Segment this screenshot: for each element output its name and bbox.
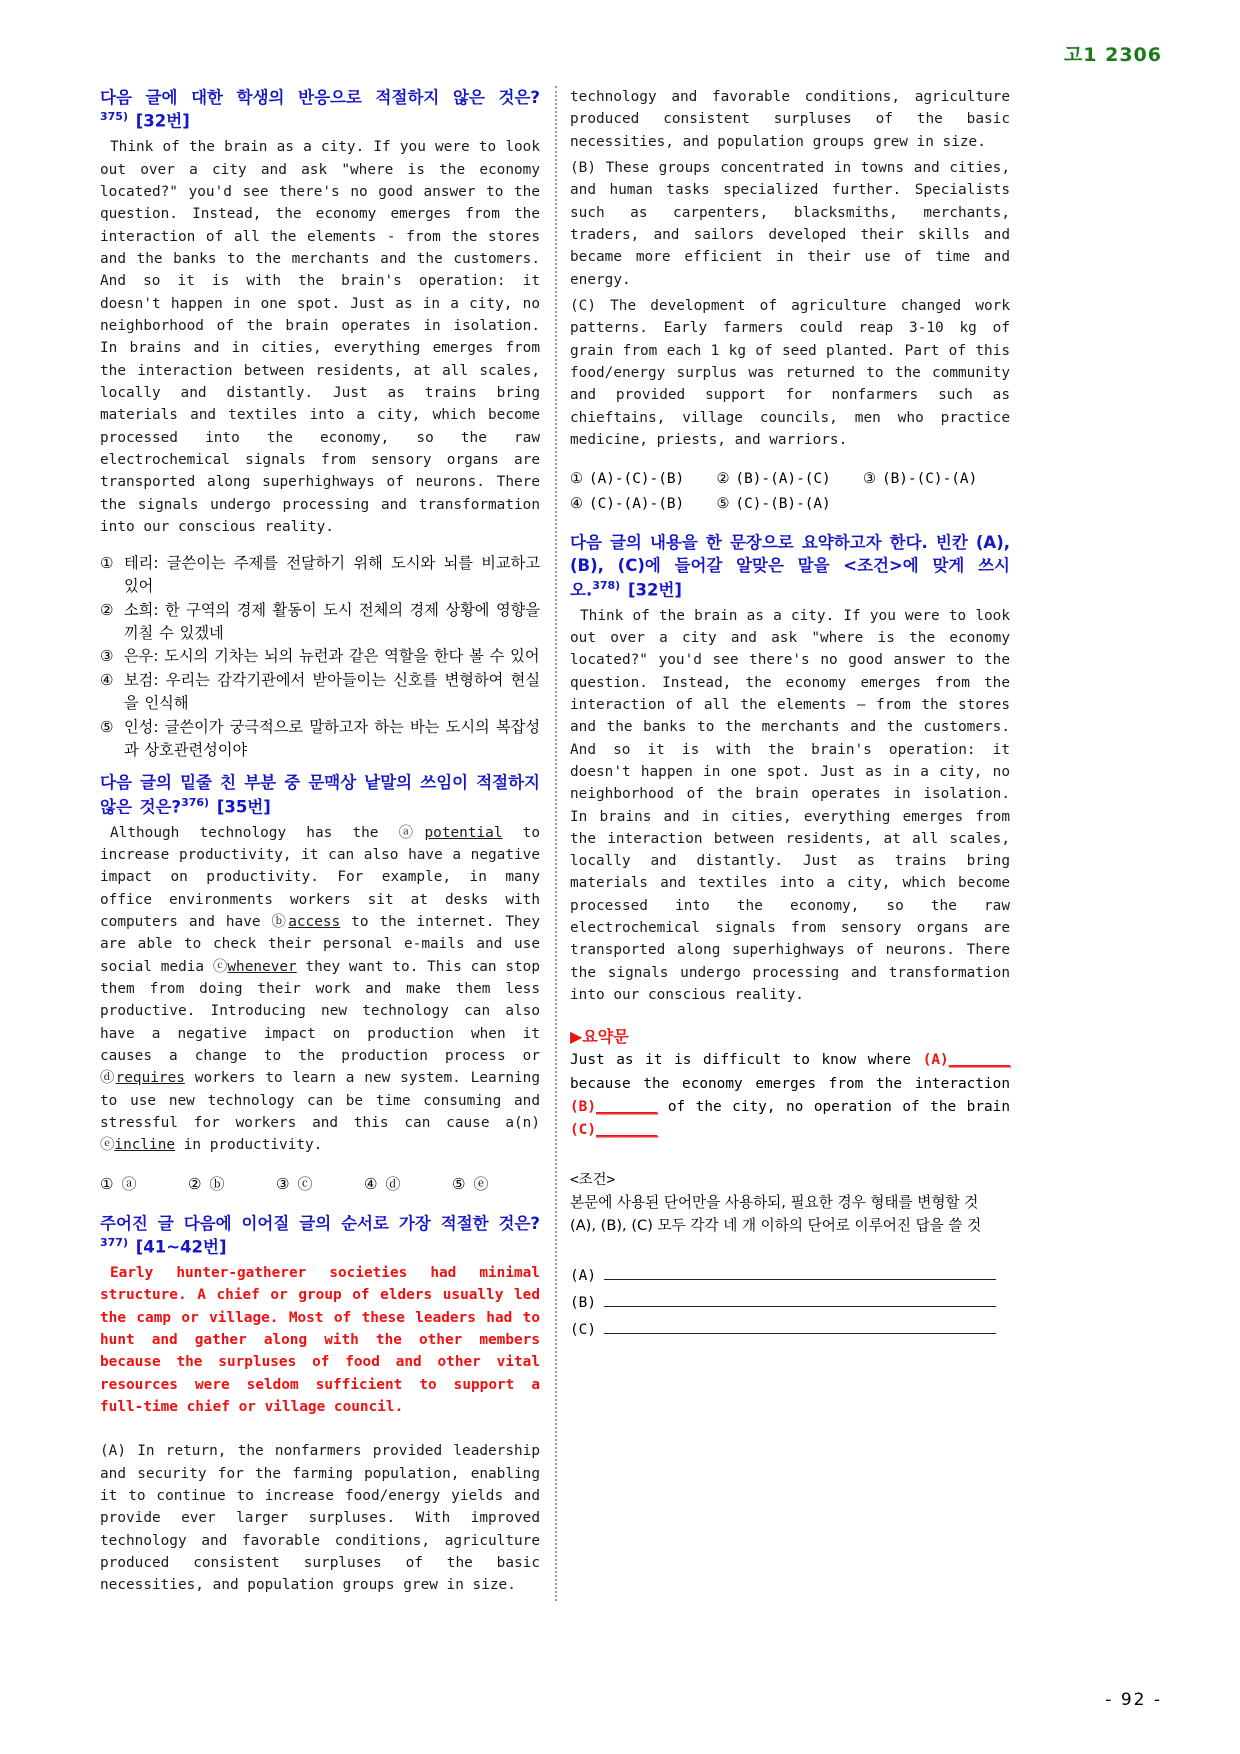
question-377-superscript: 377) <box>100 1236 128 1250</box>
order-sequence: (B)-(A)-(C) <box>735 471 831 488</box>
answer-option[interactable] <box>100 1173 188 1194</box>
question-378-superscript: 378) <box>592 578 621 592</box>
marked-word-d <box>100 1070 185 1086</box>
marked-word-c <box>213 959 297 975</box>
answer-line-rule[interactable] <box>604 1264 996 1280</box>
marked-word-e-text: incline <box>114 1137 176 1154</box>
choice-item[interactable] <box>100 599 540 645</box>
summary-blank-c[interactable]: ________ <box>596 1121 658 1138</box>
page-number-footer: - 92 - <box>1105 1690 1162 1710</box>
marked-word-a-text: potential <box>424 824 503 841</box>
marked-word-d-text: requires <box>115 1070 185 1087</box>
order-number: ③ <box>863 471 876 488</box>
order-sequence: (C)-(A)-(B) <box>588 496 685 513</box>
order-option-empty <box>863 492 1010 517</box>
free-response-answer-block <box>570 1263 1010 1343</box>
question-376-passage <box>100 822 540 1157</box>
column-divider <box>540 86 570 1601</box>
condition-line-1: 본문에 사용된 단어만을 사용하되, 필요한 경우 형태를 변형할 것 <box>570 1193 979 1211</box>
answer-option[interactable] <box>364 1173 452 1194</box>
question-377-segment-c: (C) The development of agriculture changed work patterns. Early farmers could reap 3-10 kg of grain from each 1 kg of seed planted. Part of this food/energy surplus was returned to the community and provided support for nonfarmers such as chieftains, village councils, men who practice medicine, priests, and warriors. <box>570 297 1010 448</box>
marker-e-glyph: ⓔ <box>100 1137 115 1154</box>
order-sequence: (C)-(B)-(A) <box>735 496 831 513</box>
answer-letter: ⓒ <box>297 1174 313 1193</box>
condition-title: <조건> <box>570 1171 616 1188</box>
answer-row <box>570 467 1010 492</box>
choice-item[interactable] <box>100 552 540 598</box>
answer-line-rule[interactable] <box>604 1318 996 1334</box>
summary-section-title: ▶요약문 <box>570 1027 629 1047</box>
answer-line[interactable] <box>570 1263 1010 1290</box>
marked-word-c-text: whenever <box>227 958 297 975</box>
order-number: ④ <box>570 496 583 513</box>
answer-letter: ⓑ <box>209 1174 225 1193</box>
question-377-segment-a: (A) In return, the nonfarmers provided leadership and security for the farming population, enabling it to continue to increase food/energy yields and provide ever larger surpluses. With improved technology and favorable conditions, agriculture produced consistent surpluses of the basic necessities, and population groups grew in size. <box>100 1443 540 1594</box>
answer-number: ① <box>100 1174 114 1193</box>
passage-run: to increase productivity, it can also have a negative impact on productivity. For example, in many office environments workers sit at desks with computers and have <box>100 824 540 931</box>
marker-b-glyph: ⓑ <box>271 914 289 931</box>
passage-run: in productivity. <box>175 1137 323 1154</box>
marked-word-b-text: access <box>288 914 341 931</box>
question-378-heading-text: 다음 글의 내용을 한 문장으로 요약하고자 한다. 빈칸 (A), (B), (C)에 들어갈 알맞은 말을 <조건>에 맞게 쓰시오. <box>570 532 1010 600</box>
question-378-heading <box>570 531 1010 602</box>
passage-run: Although technology has the <box>110 824 399 841</box>
choice-item[interactable] <box>100 645 540 668</box>
marked-word-a <box>399 825 503 841</box>
answer-line-label: (A) <box>570 1268 596 1285</box>
question-376-answer-row <box>100 1173 540 1194</box>
page-header-label: 고1 2306 <box>1063 44 1162 66</box>
question-378-number: [32번] <box>627 580 682 600</box>
question-377-given-passage: Early hunter-gatherer societies had minimal structure. A chief or group of elders usually led the camp or village. Most of these leaders had to hunt and gather along with the other members because the surpluses of food and other vital resources were seldom sufficient to support a full-time chief or village council. <box>100 1265 540 1415</box>
choice-label: 은우: 도시의 기차는 뇌의 뉴런과 같은 역할을 한다 볼 수 있어 <box>124 647 540 666</box>
summary-label-a: (A) <box>922 1052 949 1069</box>
question-377-segment-b: (B) These groups concentrated in towns and cities, and human tasks specialized further. Specialists such as carpenters, blacksmiths, merchants, traders, and sailors developed their skills and became more efficient in their use of time and energy. <box>570 159 1010 288</box>
answer-option[interactable] <box>452 1173 540 1194</box>
order-number: ② <box>716 471 730 488</box>
choice-marker: ② <box>100 600 114 619</box>
order-option[interactable] <box>570 467 717 492</box>
answer-number: ⑤ <box>452 1174 466 1193</box>
order-option[interactable] <box>570 492 717 517</box>
answer-option[interactable] <box>188 1173 276 1194</box>
passage-run: workers to learn a new system. Learning to use new technology can be time consuming and stressful for workers and this can cause a(n) <box>100 1070 540 1132</box>
marker-a-glyph: ⓐ <box>398 824 425 841</box>
question-375-choice-list <box>100 552 540 761</box>
passage-run: to the internet. They are able to check their personal e-mails and use social media <box>100 914 540 975</box>
summary-sentence <box>570 1049 1010 1141</box>
choice-item[interactable] <box>100 669 540 715</box>
answer-letter: ⓔ <box>473 1174 489 1193</box>
order-number: ⑤ <box>716 496 730 513</box>
order-sequence: (A)-(C)-(B) <box>588 471 685 488</box>
choice-marker: ① <box>100 554 114 573</box>
marker-d-glyph: ⓓ <box>100 1070 116 1087</box>
answer-letter: ⓓ <box>385 1174 401 1193</box>
question-375-superscript: 375) <box>100 110 128 124</box>
question-376-number: [35번] <box>216 797 271 817</box>
choice-label: 보검: 우리는 감각기관에서 받아들이는 신호를 변형하여 현실을 인식해 <box>124 671 540 713</box>
choice-label: 테리: 글쓴이는 주제를 전달하기 위해 도시와 뇌를 비교하고 있어 <box>124 554 540 596</box>
question-377-segment-a-tail: technology and favorable conditions, agriculture produced consistent surpluses of the basic necessities, and population groups grew in size. <box>570 89 1010 150</box>
order-number: ① <box>570 471 583 488</box>
answer-line[interactable] <box>570 1290 1010 1317</box>
question-378-passage: Think of the brain as a city. If you were to look out over a city and ask "where is the economy located?" you'd see there's no good answer to the question. Instead, the economy emerges from the interaction of all the elements — from the stores and the banks to the merchants and the customers. And so it is with the brain's operation: it doesn't happen in one spot. Just as in a city, no neighborhood of the brain operates in isolation. In brains and in cities, everything emerges from the interaction between residents, at all scales, locally and distantly. Just as trains bring materials and textiles into a city, which become processed into the economy, so the raw electrochemical signals from sensory organs are transported along superhighways of neurons. There the signals undergo processing and transformation into our conscious reality. <box>570 607 1010 1004</box>
choice-marker: ③ <box>100 647 114 666</box>
order-sequence: (B)-(C)-(A) <box>881 471 978 488</box>
order-option[interactable] <box>863 467 1010 492</box>
summary-label-b: (B) <box>570 1098 596 1115</box>
answer-number: ④ <box>364 1174 378 1193</box>
question-377-answer-block <box>570 467 1010 517</box>
summary-blank-a[interactable]: ________ <box>948 1052 1010 1069</box>
summary-blank-b[interactable]: ________ <box>596 1098 658 1115</box>
marked-word-e <box>100 1137 175 1153</box>
question-377-heading-text: 주어진 글 다음에 이어질 글의 순서로 가장 적절한 것은? <box>100 1213 540 1233</box>
choice-marker: ④ <box>100 671 114 690</box>
question-376-heading <box>100 771 540 818</box>
right-column <box>570 86 1010 1343</box>
answer-row <box>570 492 1010 517</box>
marked-word-b <box>272 914 341 930</box>
choice-label: 인성: 글쓴이가 궁극적으로 말하고자 하는 바는 도시의 복잡성과 상호관련성이야 <box>124 717 540 759</box>
choice-item[interactable] <box>100 716 540 762</box>
question-375-number: [32번] <box>135 111 190 131</box>
answer-line-rule[interactable] <box>604 1291 996 1307</box>
order-option[interactable] <box>717 467 864 492</box>
answer-number: ③ <box>276 1174 290 1193</box>
left-column <box>100 86 540 1601</box>
summary-run: Just as it is difficult to know where <box>570 1052 923 1069</box>
answer-line-label: (B) <box>570 1294 596 1311</box>
condition-line-2: (A), (B), (C) 모두 각각 네 개 이하의 단어로 이루어진 답을 쓸 것 <box>570 1216 982 1234</box>
question-376-superscript: 376) <box>181 795 210 809</box>
question-375-heading-text: 다음 글에 대한 학생의 반응으로 적절하지 않은 것은? <box>100 88 540 107</box>
choice-label: 소희: 한 구역의 경제 활동이 도시 전체의 경제 상황에 영향을 끼칠 수 있겠네 <box>124 600 540 642</box>
answer-line-label: (C) <box>570 1321 596 1338</box>
summary-run: because the economy emerges from the interaction <box>570 1075 1010 1092</box>
answer-option[interactable] <box>276 1173 364 1194</box>
question-377-heading <box>100 1212 540 1259</box>
two-column-body <box>100 86 1162 1601</box>
question-375-passage: Think of the brain as a city. If you were to look out over a city and ask "where is the economy located?" you'd see there's no good answer to the question. Instead, the economy emerges from the interaction of all the elements - from the stores and the banks to the merchants and the customers. And so it is with the brain's operation: it doesn't happen in one spot. Just as in a city, no neighborhood of the brain operates in isolation. In brains and in cities, everything emerges from the interaction between residents, at all scales, locally and distantly. Just as trains bring materials and textiles into a city, which become processed into the economy, so the raw electrochemical signals from sensory organs are transported along superhighways of neurons. There the signals undergo processing and transformation into our conscious reality. <box>100 139 540 535</box>
passage-run: they want to. This can stop them from doing their work and make them less productive. Introducing new technology can also have a negative impact on production when it causes a change to the production process or <box>100 958 540 1065</box>
question-375-heading <box>100 86 540 133</box>
question-377-number: [41~42번] <box>135 1237 227 1257</box>
marker-c-glyph: ⓒ <box>212 958 228 975</box>
summary-run: of the city, no operation of the brain <box>657 1098 1010 1115</box>
choice-marker: ⑤ <box>100 717 114 736</box>
answer-letter: ⓐ <box>121 1174 137 1193</box>
question-376-heading-text: 다음 글의 밑줄 친 부분 중 문맥상 낱말의 쓰임이 적절하지 않은 것은? <box>100 773 540 817</box>
order-option[interactable] <box>717 492 864 517</box>
summary-label-c: (C) <box>570 1121 596 1138</box>
answer-number: ② <box>188 1174 202 1193</box>
answer-line[interactable] <box>570 1317 1010 1344</box>
